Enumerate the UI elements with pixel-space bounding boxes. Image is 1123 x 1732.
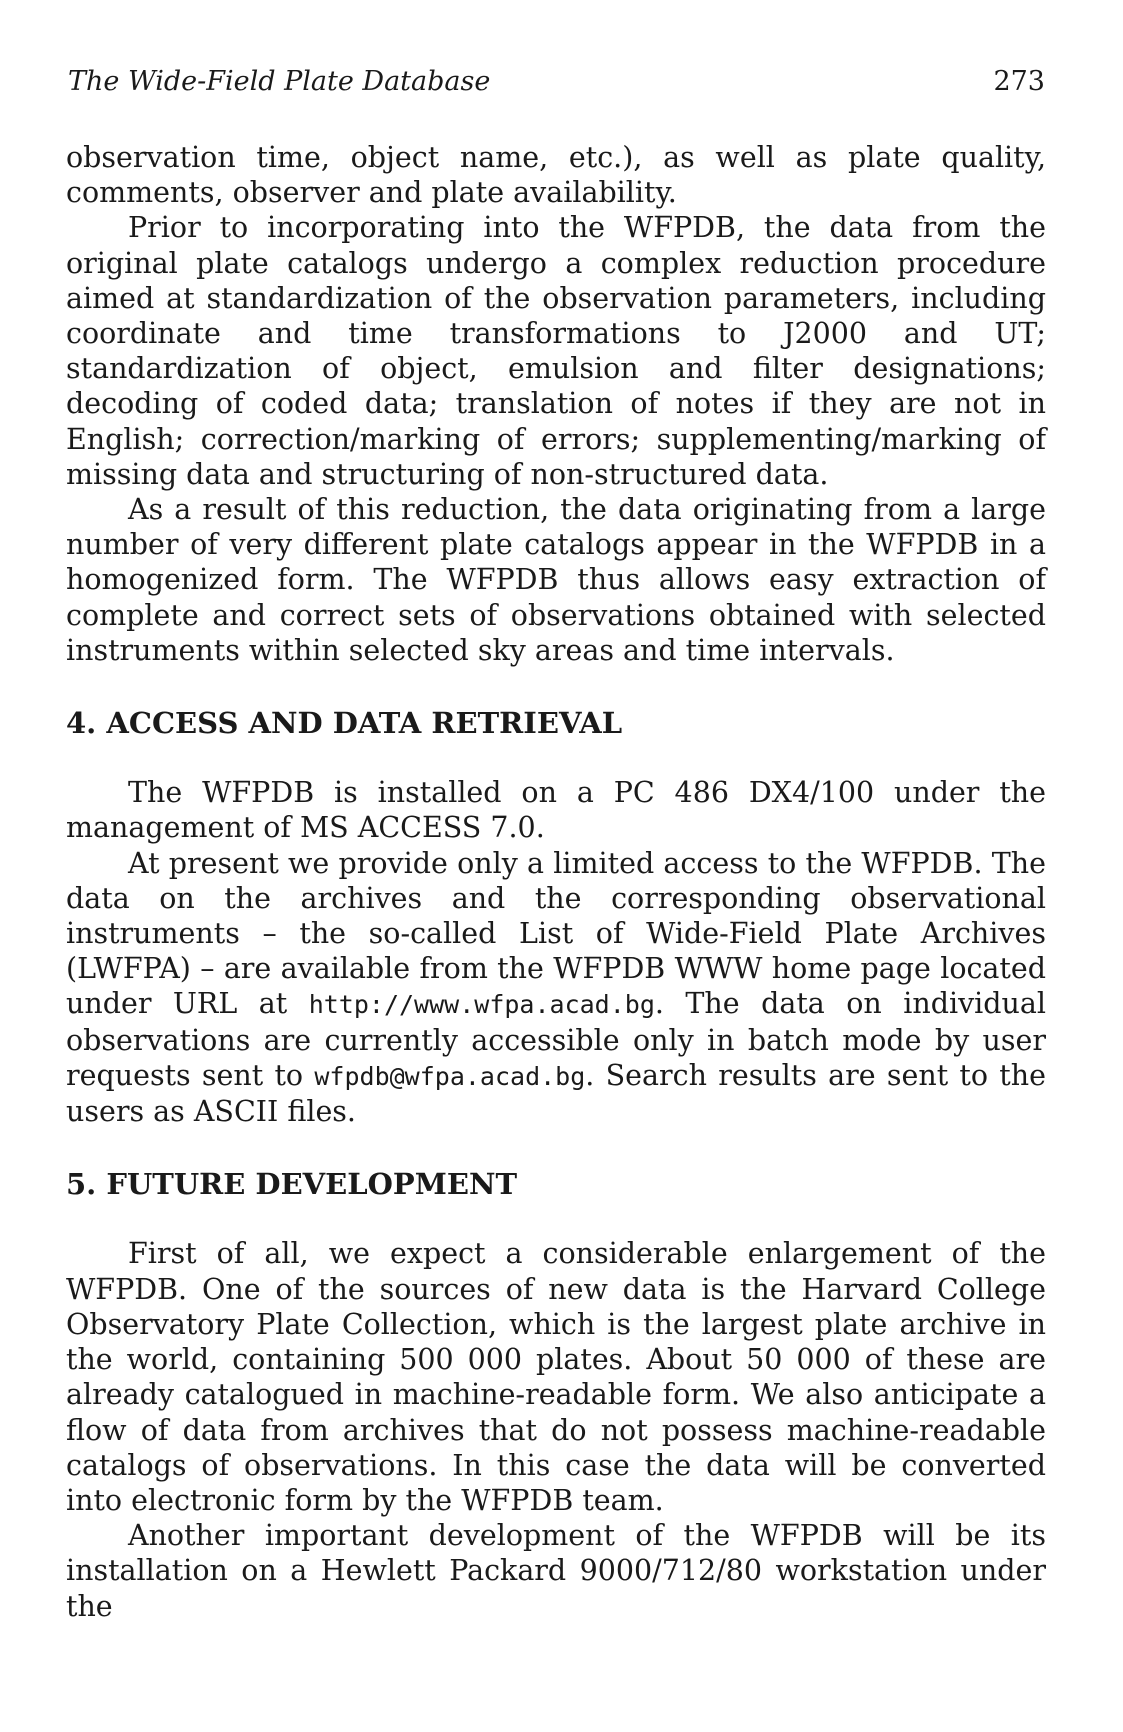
section-heading-future: 5. FUTURE DEVELOPMENT [66,1167,518,1202]
section-heading-access: 4. ACCESS AND DATA RETRIEVAL [66,706,623,741]
paragraph-continued: observation time, object name, etc.), as well as plate quality, comments, observer and plate availability. [66,141,1046,210]
wfpdb-email-link[interactable]: wfpdb@wfpa.acad.bg [314,1061,586,1091]
body-text [66,140,1046,1624]
access-text-2: . The data on individual observations are currently accessible only in batch mode by user requests sent to [66,987,1046,1092]
paragraph-installation: The WFPDB is installed on a PC 486 DX4/100 under the management of MS ACCESS 7.0. [66,776,1046,845]
running-title: The Wide-Field Plate Database [68,66,491,97]
paragraph-enlargement: First of all, we expect a considerable enlargement of the WFPDB. One of the sources of new data is the Harvard College Observatory Plate Collection, which is the largest plate archive in the world, containing 500 000 plates. About 50 000 of these are already catalogued in machine-readable form. We also anticipate a flow of data from archives that do not possess machine-readable catalogs of observations. In this case the data will be converted into electronic form by the WFPDB team. [66,1237,1046,1517]
paragraph-reduction-procedure: Prior to incorporating into the WFPDB, the data from the original plate catalogs undergo a complex reduction procedure aimed at standardization of the observation parameters, including coordinate and time transformations to J2000 and UT; standardization of object, emulsion and filter designations; decoding of coded data; translation of notes if they are not in English; correction/marking of errors; supplementing/marking of missing data and structuring of non-structured data. [66,211,1046,491]
access-text-1: At present we provide only a limited access to the WFPDB. The data on the archives and the corresponding observational instruments – the so-called List of Wide-Field Plate Archives (LWFPA) – are available from the WFPDB WWW home page located under URL at [66,846,1046,1021]
access-text-3: . Search results are sent to the users as ASCII files. [66,1058,1046,1129]
page-number: 273 [993,66,1045,97]
wfpdb-url-link[interactable]: http://www.wfpa.acad.bg [308,990,655,1020]
paragraph-installation-hp: Another important development of the WFPDB will be its installation on a Hewlett Packard 9000/712/80 workstation under the [66,1519,1046,1623]
running-header [68,66,1045,97]
paragraph-reduction-result: As a result of this reduction, the data originating from a large number of very different plate catalogs appear in the WFPDB in a homogenized form. The WFPDB thus allows easy extraction of complete and correct sets of observations obtained with selected instruments within selected sky areas and time intervals. [66,493,1046,667]
paragraph-access [66,846,1046,1130]
